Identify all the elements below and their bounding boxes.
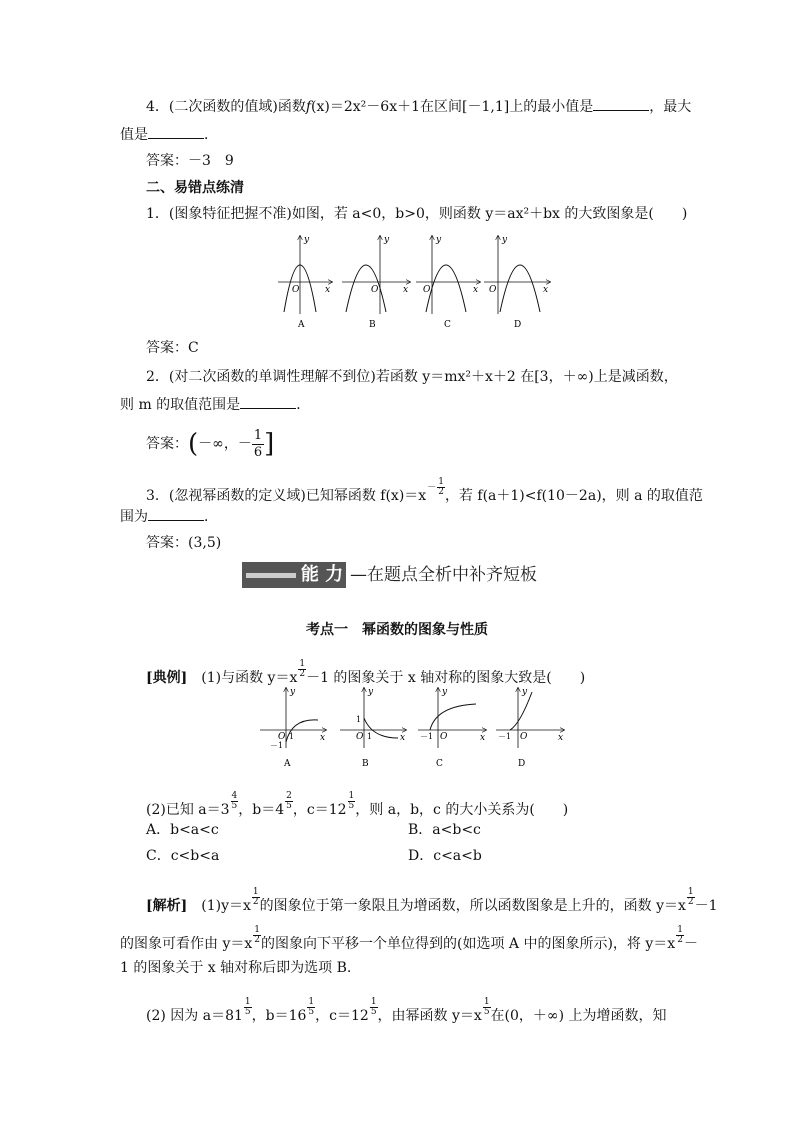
option-d[interactable]: D．c<a<b [408, 848, 482, 864]
example-graph-d [496, 687, 564, 769]
e3-line2: 围为 ． [120, 506, 218, 527]
q4-answer: 答案：－3 9 [146, 153, 234, 169]
svg-text:x: x [558, 733, 564, 743]
analysis-line4: (2) 因为 a＝81 $\frac{1}{5}$ ，b＝16 $\frac{1}{5}$ ，c＝12 $\frac{1}{5}$ ，由幂函数 y＝x $\frac{1}{5}$ 在(0，＋∞) 上为增函数，知 [146, 997, 667, 1024]
e3-answer: 答案：(3,5) [146, 535, 222, 551]
q4-line1: 4．(二次函数的值域)函数f(x)＝2x²－6x＋1在区间[－1,1]上的最小值是 ，最大 [146, 96, 691, 117]
svg-text:－1: －1 [270, 741, 284, 750]
q4-max-blank[interactable] [148, 124, 204, 139]
example-part1: [典例] (1)与函数 y＝x $\frac{1}{2}$ －1 的图象关于 x 轴对称的图象大致是( ) [146, 659, 586, 686]
svg-text:－1: －1 [498, 732, 512, 741]
e2-blank[interactable] [240, 394, 296, 409]
option-a[interactable]: A．b<a<c [146, 822, 219, 838]
svg-text:B: B [369, 320, 376, 330]
svg-text:y: y [442, 687, 448, 697]
svg-text:1: 1 [356, 715, 362, 724]
example-graph-c [418, 687, 486, 769]
e1-answer: 答案：C [146, 340, 199, 356]
svg-text:y: y [304, 235, 310, 245]
analysis-line3: 1 的图象关于 x 轴对称后即为选项 B. [120, 960, 352, 976]
e1-graph-b [342, 235, 410, 330]
svg-text:y: y [502, 235, 508, 245]
e2-line2: 则 m 的取值范围是 ． [120, 394, 310, 415]
svg-text:x: x [543, 285, 549, 295]
e1-graph-c [416, 235, 480, 330]
svg-text:x: x [400, 733, 406, 743]
banner-text: —在题点全析中补齐短板 [350, 565, 537, 585]
svg-text:C: C [444, 320, 451, 330]
svg-text:B: B [362, 759, 369, 769]
example-part2: (2)已知 a＝3 $\frac{4}{5}$ ，b＝4 $\frac{2}{5}$ ，c＝12 $\frac{1}{5}$ ，则 a，b，c 的大小关系为( ) [146, 791, 569, 818]
svg-text:y: y [436, 235, 442, 245]
svg-text:A: A [284, 759, 291, 769]
e1-graph-d [484, 235, 550, 330]
q4-min-blank[interactable] [593, 96, 649, 111]
e3-blank[interactable] [148, 506, 204, 521]
svg-text:O: O [292, 285, 300, 295]
svg-text:y: y [522, 687, 528, 697]
svg-text:O: O [278, 732, 286, 742]
svg-text:x: x [480, 733, 486, 743]
svg-text:y: y [290, 687, 296, 697]
e3-line1: 3．(忽视幂函数的定义域)已知幂函数 f(x)＝x－ $\frac{1}{2}$ ，若 f(a＋1)<f(10－2a)，则 a 的取值范 [146, 477, 703, 504]
svg-text:1: 1 [367, 732, 373, 741]
svg-text:O: O [423, 285, 431, 295]
banner-word: 能 力 [300, 564, 344, 585]
svg-text:O: O [489, 285, 497, 295]
svg-text:x: x [325, 285, 331, 295]
svg-text:x: x [320, 733, 326, 743]
analysis-line2: 的图象可看作由 y＝x $\frac{1}{2}$ 的图象向下平移一个单位得到的(如选项 A 中的图象所示)，将 y＝x $\frac{1}{2}$ － [120, 925, 698, 952]
svg-text:－1: －1 [420, 732, 434, 741]
svg-text:A: A [298, 320, 305, 330]
option-c[interactable]: C．c<b<a [146, 848, 220, 864]
svg-text:D: D [518, 759, 526, 769]
e2-line1: 2．(对二次函数的单调性理解不到位)若函数 y＝mx²＋x＋2 在[3，＋∞)上是减函数， [146, 369, 678, 385]
svg-text:O: O [520, 732, 528, 742]
example-graphs [256, 684, 568, 770]
kaodian-title: 考点一 幂函数的图象与性质 [306, 622, 488, 638]
analysis-line1: [解析] (1)y＝x $\frac{1}{2}$ 的图象位于第一象限且为增函数，所以函数图象是上升的，函数 y＝x $\frac{1}{2}$ －1 [146, 887, 718, 914]
svg-text:O: O [371, 285, 379, 295]
example-graph-b [340, 687, 406, 769]
svg-text:y: y [368, 687, 374, 697]
svg-text:y: y [384, 235, 390, 245]
q4-line2: 值是 ． [120, 124, 218, 145]
e1-question: 1．(图象特征把握不准)如图，若 a<0，b>0，则函数 y＝ax²＋bx 的大致图象是( ) [146, 206, 688, 222]
option-b[interactable]: B．a<b<c [408, 822, 481, 838]
e2-answer: 答案：(－∞，－ $\frac{1}{6}$ ] [146, 427, 275, 460]
svg-text:O: O [440, 732, 448, 742]
e1-graph-a [278, 235, 332, 330]
example-graph-a [260, 687, 326, 769]
svg-text:C: C [436, 759, 443, 769]
e1-graphs [270, 228, 560, 332]
svg-text:x: x [473, 285, 479, 295]
svg-text:1: 1 [289, 732, 295, 741]
section-banner [242, 562, 578, 588]
svg-text:D: D [514, 320, 522, 330]
svg-text:O: O [356, 732, 364, 742]
section-title: 二、易错点练清 [146, 180, 244, 196]
svg-text:x: x [403, 285, 409, 295]
